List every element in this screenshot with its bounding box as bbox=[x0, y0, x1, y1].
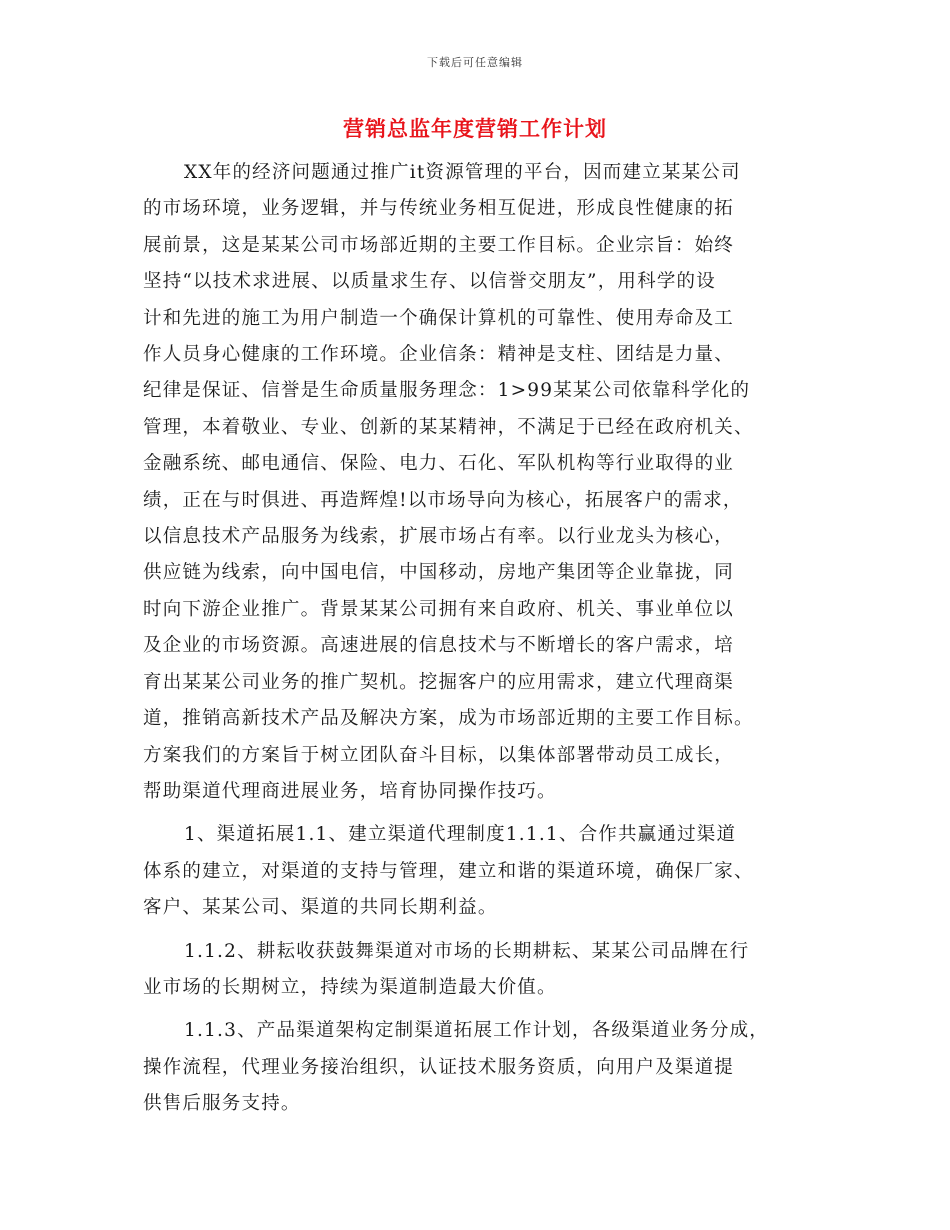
paragraph-line: 计和先进的施工为用户制造一个确保计算机的可靠性、使用寿命及工 bbox=[143, 307, 735, 329]
paragraph-line: 供应链为线索，向中国电信，中国移动，房地产集团等企业靠拢，同 bbox=[143, 562, 735, 584]
paragraph-line: 1.1.3、产品渠道架构定制渠道拓展工作计划，各级渠道业务分成， bbox=[184, 1020, 769, 1042]
paragraph-line: 作人员身心健康的工作环境。企业信条：精神是支柱、团结是力量、 bbox=[143, 344, 735, 366]
paragraph-line: 时向下游企业推广。背景某某公司拥有来自政府、机关、事业单位以 bbox=[143, 598, 735, 620]
body-paragraph bbox=[143, 155, 813, 810]
document-title: 营销总监年度营销工作计划 bbox=[343, 116, 607, 141]
paragraph-line: XX年的经济问题通过推广it资源管理的平台，因而建立某某公司 bbox=[184, 162, 741, 183]
paragraph-line: 道，推销高新技术产品及解决方案，成为市场部近期的主要工作目标。 bbox=[143, 708, 754, 730]
paragraph-line: 以信息技术产品服务为线索，扩展市场占有率。以行业龙头为核心， bbox=[143, 526, 735, 548]
paragraph-line: 1、渠道拓展1.1、建立渠道代理制度1.1.1、合作共赢通过渠道 bbox=[184, 824, 737, 846]
paragraph-gap bbox=[143, 927, 813, 934]
paragraph-line: 坚持“以技术求进展、以质量求生存、以信誉交朋友”，用科学的设 bbox=[143, 271, 716, 293]
body-paragraph bbox=[143, 1013, 813, 1122]
paragraph-line: 1.1.2、耕耘收获鼓舞渠道对市场的长期耕耘、某某公司品牌在行 bbox=[184, 940, 750, 962]
header-note: 下载后可任意编辑 bbox=[427, 56, 523, 69]
paragraph-line: 及企业的市场资源。高速进展的信息技术与不断增长的客户需求，培 bbox=[143, 635, 735, 657]
body-paragraph bbox=[143, 934, 813, 1007]
paragraph-line: 体系的建立，对渠道的支持与管理，建立和谐的渠道环境，确保厂家、 bbox=[143, 860, 754, 882]
paragraph-line: 管理，本着敬业、专业、创新的某某精神，不满足于已经在政府机关、 bbox=[143, 416, 754, 438]
paragraph-line: 金融系统、邮电通信、保险、电力、石化、军队机构等行业取得的业 bbox=[143, 453, 735, 475]
paragraph-line: 操作流程，代理业务接治组织，认证技术服务资质，向用户及渠道提 bbox=[143, 1056, 735, 1078]
paragraph-line: 供售后服务支持。 bbox=[143, 1093, 301, 1115]
paragraph-line: 的市场环境，业务逻辑，并与传统业务相互促进，形成良性健康的拓 bbox=[143, 198, 735, 220]
paragraph-line: 方案我们的方案旨于树立团队奋斗目标，以集体部署带动员工成长， bbox=[143, 744, 735, 766]
paragraph-line: 纪律是保证、信誉是生命质量服务理念：1>99某某公司依靠科学化的 bbox=[143, 380, 751, 402]
paragraph-line: 展前景，这是某某公司市场部近期的主要工作目标。企业宗旨：始终 bbox=[143, 234, 735, 256]
paragraph-gap bbox=[143, 1006, 813, 1013]
paragraph-line: 业市场的长期树立，持续为渠道制造最大价值。 bbox=[143, 976, 557, 998]
paragraph-line: 育出某某公司业务的推广契机。挖掘客户的应用需求，建立代理商渠 bbox=[143, 671, 735, 693]
paragraph-line: 客户、某某公司、渠道的共同长期利益。 bbox=[143, 897, 498, 919]
paragraph-line: 绩，正在与时俱进、再造辉煌!以市场导向为核心，拓展客户的需求， bbox=[143, 489, 743, 511]
paragraph-line: 帮助渠道代理商进展业务，培育协同操作技巧。 bbox=[143, 780, 557, 802]
document-body bbox=[143, 155, 813, 1123]
body-paragraph bbox=[143, 817, 813, 926]
paragraph-gap bbox=[143, 810, 813, 817]
